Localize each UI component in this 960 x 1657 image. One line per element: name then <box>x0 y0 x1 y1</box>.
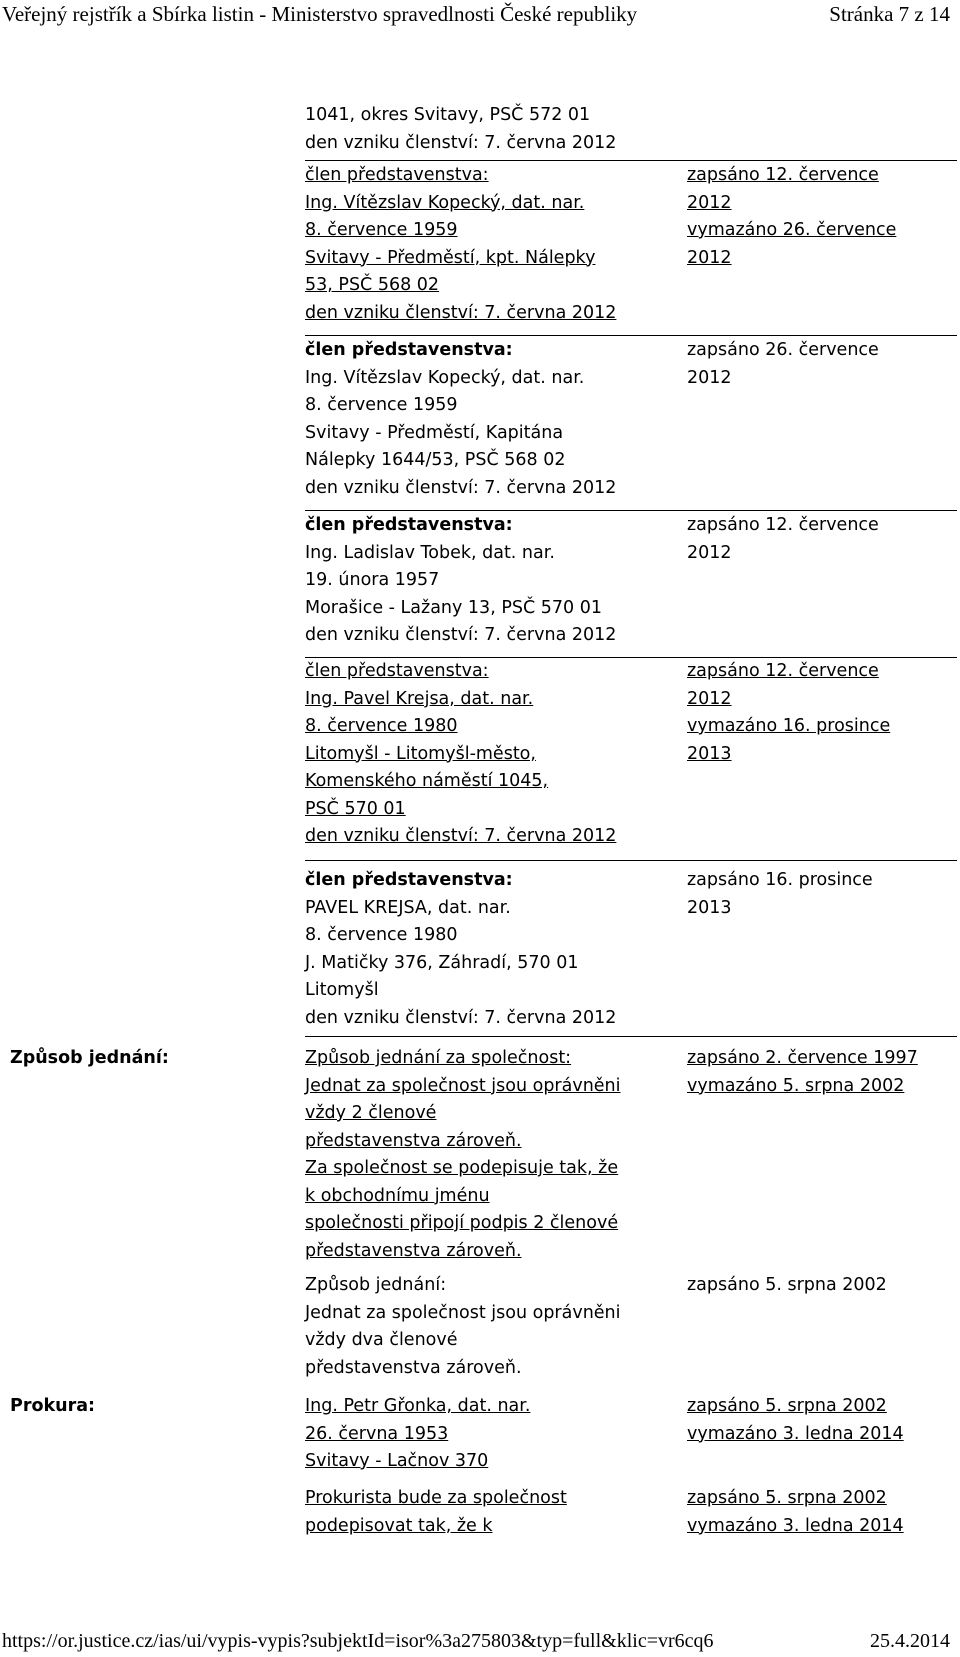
text-line: Za společnost se podepisuje tak, že <box>305 1158 619 1178</box>
status-line: vymazáno 5. srpna 2002 <box>687 1075 905 1096</box>
text-line: společnosti připojí podpis 2 členové <box>305 1213 619 1233</box>
divider <box>305 1036 957 1037</box>
text-line: Jednat za společnost jsou oprávněni <box>305 1302 621 1323</box>
status-line: zapsáno 5. srpna 2002 <box>687 1275 887 1295</box>
text-line: Způsob jednání: <box>305 1275 447 1295</box>
status-line: zapsáno 5. srpna 2002 <box>687 1396 887 1416</box>
text-line: vždy 2 členové <box>305 1103 437 1123</box>
page-number: Stránka 7 z 14 <box>829 2 950 26</box>
member-heading: člen představenstva: <box>305 870 513 890</box>
status-line: vymazáno 16. prosince <box>687 716 891 736</box>
status-line: zapsáno 5. srpna 2002 <box>687 1488 887 1508</box>
text-line: PAVEL KREJSA, dat. nar. <box>305 897 511 918</box>
text-line: Svitavy - Předměstí, Kapitána <box>305 422 564 443</box>
divider <box>305 510 957 511</box>
text-line: Litomyšl - Litomyšl-město, <box>305 743 536 764</box>
page-header <box>0 0 960 30</box>
text-line: den vzniku členství: 7. června 2012 <box>305 826 617 846</box>
text-line: Nálepky 1644/53, PSČ 568 02 <box>305 450 566 470</box>
text-line: Svitavy - Lačnov 370 <box>305 1451 489 1471</box>
text-line: představenstva zároveň. <box>305 1130 522 1151</box>
status-line: 2012 <box>687 192 732 213</box>
section-label: Způsob jednání: <box>10 1048 169 1068</box>
text-line: Morašice - Lažany 13, PSČ 570 01 <box>305 597 602 618</box>
text-line: 53, PSČ 568 02 <box>305 275 440 295</box>
status-line: zapsáno 12. července <box>687 661 879 681</box>
text-line: PSČ 570 01 <box>305 798 406 819</box>
member-heading: člen představenstva: <box>305 515 513 535</box>
member-heading: člen představenstva: <box>305 661 489 681</box>
zpusob-entry-old <box>305 1045 665 1265</box>
status-line: 2012 <box>687 247 732 268</box>
status-line: vymazáno 26. července <box>687 220 897 240</box>
text-line: k obchodnímu jménu <box>305 1185 490 1206</box>
status-line: vymazáno 3. ledna 2014 <box>687 1515 904 1536</box>
text-line: J. Matičky 376, Záhradí, 570 01 <box>305 952 579 973</box>
text-line: představenstva zároveň. <box>305 1357 522 1378</box>
status-line: zapsáno 26. července <box>687 340 879 360</box>
status-line: 2012 <box>687 688 732 709</box>
text-line: Ing. Petr Gřonka, dat. nar. <box>305 1396 531 1416</box>
status-line: zapsáno 12. července <box>687 515 879 535</box>
text-line: den vzniku členství: 7. června 2012 <box>305 625 617 645</box>
status-line: zapsáno 12. července <box>687 165 879 185</box>
status-line: 2013 <box>687 743 732 764</box>
text-line: Svitavy - Předměstí, kpt. Nálepky <box>305 247 596 268</box>
text-line: Způsob jednání za společnost: <box>305 1048 572 1068</box>
status-line: 2012 <box>687 542 732 563</box>
text-line: den vzniku členství: 7. června 2012 <box>305 477 617 498</box>
text-line: 8. července 1959 <box>305 395 458 415</box>
member-heading: člen představenstva: <box>305 340 513 360</box>
print-date: 25.4.2014 <box>870 1630 950 1652</box>
divider <box>305 335 957 336</box>
text-line: 8. července 1980 <box>305 925 458 945</box>
member-heading: člen představenstva: <box>305 165 489 185</box>
divider <box>305 860 957 861</box>
status-line: zapsáno 16. prosince <box>687 870 873 890</box>
text-line: Ing. Pavel Krejsa, dat. nar. <box>305 688 534 709</box>
text-line: Ing. Vítězslav Kopecký, dat. nar. <box>305 192 585 213</box>
text-line: Litomyšl <box>305 980 379 1000</box>
status-line: 2012 <box>687 367 732 388</box>
section-label: Prokura: <box>10 1396 96 1416</box>
text-line: 8. července 1980 <box>305 716 458 736</box>
text-line: Jednat za společnost jsou oprávněni <box>305 1075 621 1096</box>
text-line: 1041, okres Svitavy, PSČ 572 01 <box>305 105 591 125</box>
text-line: Ing. Ladislav Tobek, dat. nar. <box>305 542 555 563</box>
text-line: den vzniku členství: 7. června 2012 <box>305 1007 617 1028</box>
text-line: den vzniku členství: 7. června 2012 <box>305 132 617 153</box>
text-line: 19. února 1957 <box>305 570 440 590</box>
text-line: Ing. Vítězslav Kopecký, dat. nar. <box>305 367 585 388</box>
status-line: 2013 <box>687 897 732 918</box>
divider <box>305 160 957 161</box>
source-url: https://or.justice.cz/ias/ui/vypis-vypis?subjektId=isor%3a275803&typ=full&klic=vr6cq6 <box>2 1630 714 1652</box>
text-line: vždy dva členové <box>305 1330 458 1350</box>
text-line: Prokurista bude za společnost <box>305 1488 567 1508</box>
status-line: zapsáno 2. července 1997 <box>687 1048 918 1068</box>
text-line: den vzniku členství: 7. června 2012 <box>305 302 617 323</box>
header-title: Veřejný rejstřík a Sbírka listin - Ministerstvo spravedlnosti České republiky <box>2 2 638 26</box>
text-line: Komenského náměstí 1045, <box>305 771 549 791</box>
text-line: 8. července 1959 <box>305 220 458 240</box>
status-line: vymazáno 3. ledna 2014 <box>687 1423 904 1444</box>
text-line: představenstva zároveň. <box>305 1240 522 1261</box>
text-line: podepisovat tak, že k <box>305 1515 493 1536</box>
text-line: 26. června 1953 <box>305 1423 449 1444</box>
